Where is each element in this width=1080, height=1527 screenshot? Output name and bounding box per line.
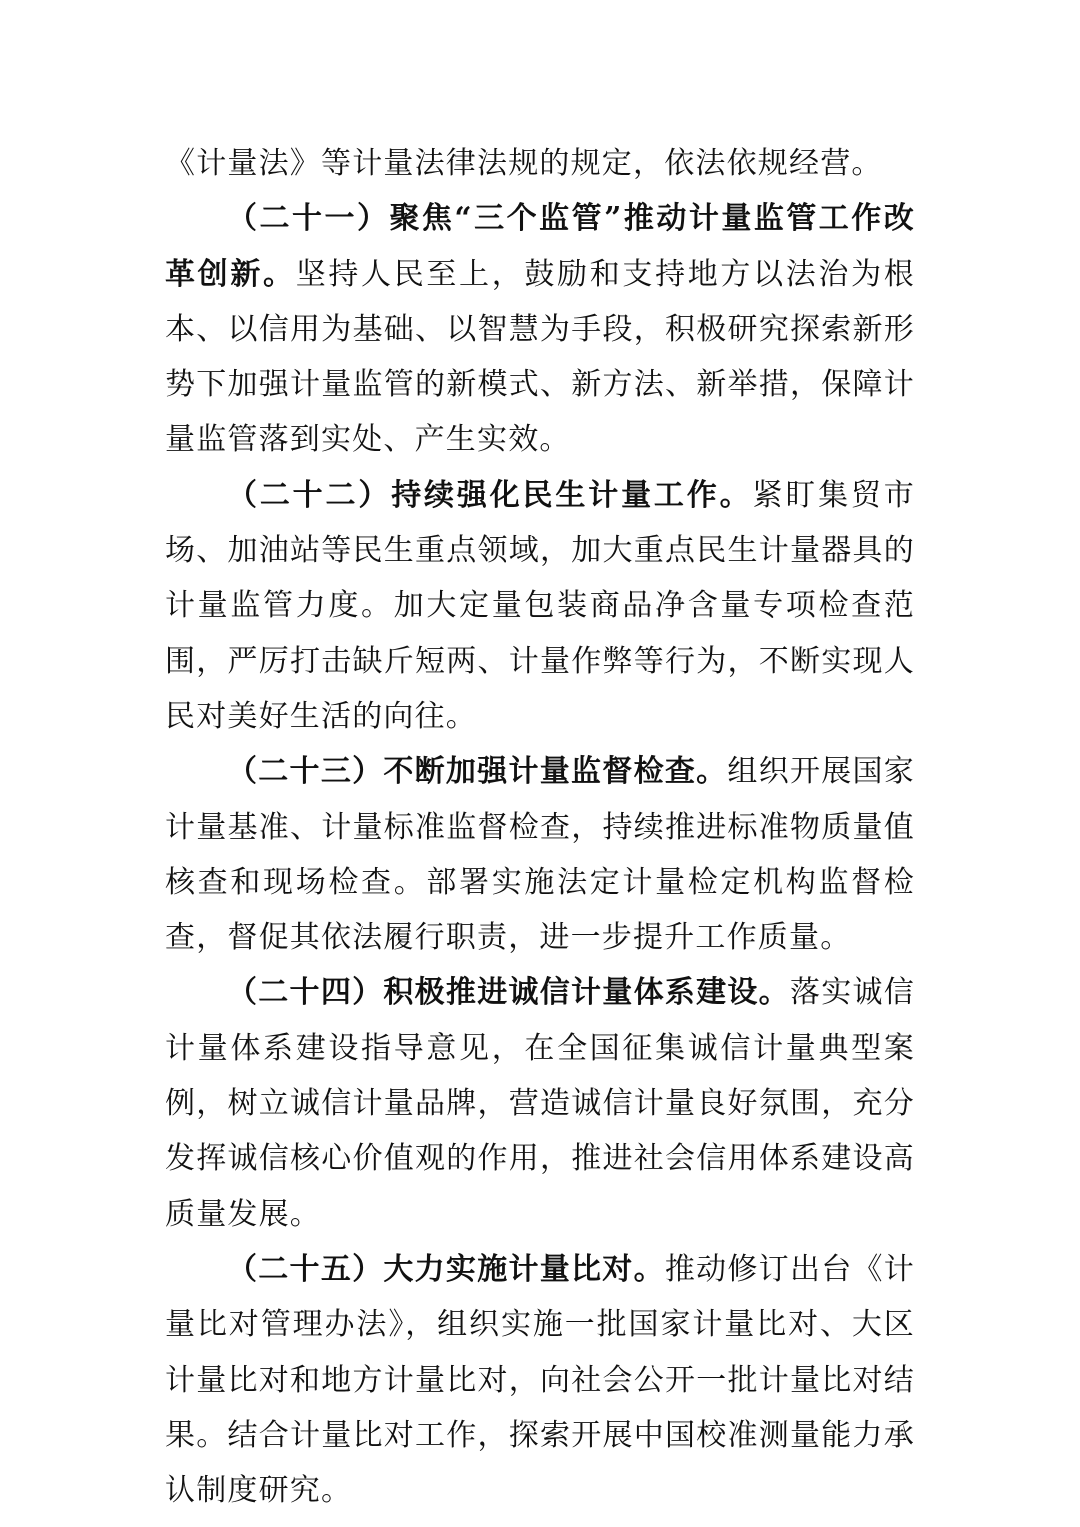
paragraph-heading: （二十二）持续强化民生计量工作。 [227,477,753,513]
paragraph-body: 《计量法》等计量法律法规的规定，依法依规经营。 [165,146,883,181]
paragraph-25 [165,1242,915,1518]
paragraph-body: 坚持人民至上，鼓励和支持地方以法治为根本、以信用为基础、以智慧为手段，积极研究探索新形势下加强计量监管的新模式、新方法、新举措，保障计量监管落到实处、产生实效。 [165,256,915,458]
paragraph-heading: （二十四）积极推进诚信计量体系建设。 [227,975,790,1011]
paragraph-23 [165,744,915,965]
paragraph-heading: （二十三）不断加强计量监督检查。 [227,754,728,790]
paragraph-body: 组织开展国家计量基准、计量标准监督检查，持续推进标准物质量值核查和现场检查。部署实施法定计量检定机构监督检查，督促其依法履行职责，进一步提升工作质量。 [165,754,916,956]
paragraph-21 [165,191,915,467]
paragraph-body: 推动修订出台《计量比对管理办法》，组织实施一批国家计量比对、大区计量比对和地方计量比对，向社会公开一批计量比对结果。结合计量比对工作，探索开展中国校准测量能力承认制度研究。 [165,1251,915,1509]
paragraph-heading: （二十一）聚焦“三个监管”推动计量监管工作改革创新。 [165,201,915,292]
paragraph-continuation [165,136,915,191]
paragraph-22 [165,468,915,744]
paragraph-body: 紧盯集贸市场、加油站等民生重点领域，加大重点民生计量器具的计量监管力度。加大定量包装商品净含量专项检查范围，严厉打击缺斤短两、计量作弊等行为，不断实现人民对美好生活的向往。 [165,477,915,734]
document-body [165,136,915,1518]
paragraph-body: 落实诚信计量体系建设指导意见，在全国征集诚信计量典型案例，树立诚信计量品牌，营造诚信计量良好氛围，充分发挥诚信核心价值观的作用，推进社会信用体系建设高质量发展。 [165,975,915,1232]
paragraph-heading: （二十五）大力实施计量比对。 [227,1251,665,1287]
paragraph-24 [165,965,915,1241]
